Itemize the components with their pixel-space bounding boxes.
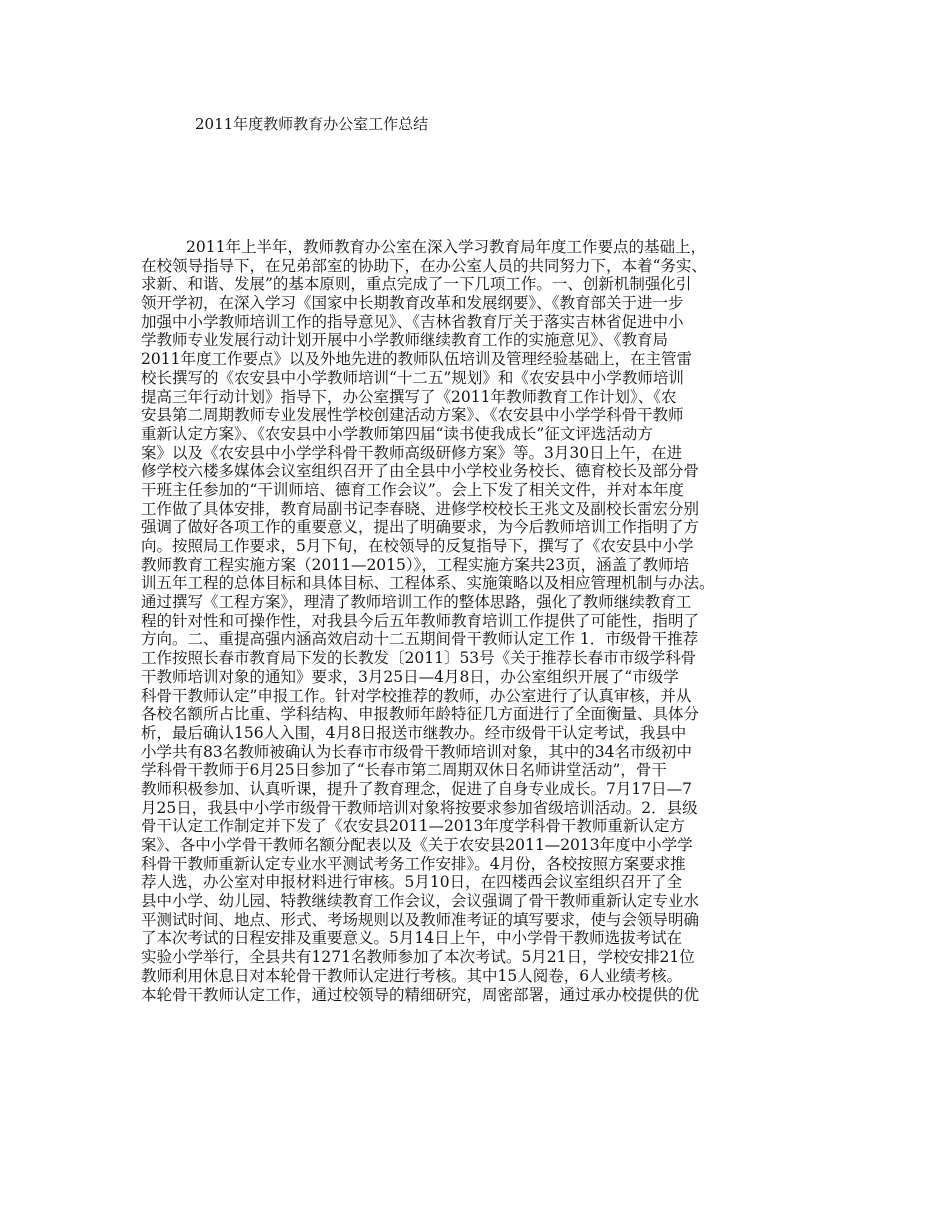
body-text-line: 修学校六楼多媒体会议室组织召开了由全县中小学校业务校长、德育校长及部分骨 <box>141 462 700 481</box>
body-text-line: 案》、各中小学骨干教师名额分配表以及《关于农安县2011—2013年度中小学学 <box>141 836 693 854</box>
body-text-line: 重新认定方案》、《农安县中小学教师第四届“读书使我成长”征文评选活动方 <box>141 424 653 443</box>
body-text-line: 向。按照局工作要求，5月下旬，在校领导的反复指导下，撰写了《农安县中小学 <box>141 537 694 555</box>
body-text-line: 安县第二周期教师专业发展性学校创建活动方案》、《农安县中小学学科骨干教师 <box>141 406 684 425</box>
document-body <box>141 238 821 1004</box>
body-text-line: 工作做了具体安排，教育局副书记李春晓、进修学校校长王兆文及副校长雷宏分别 <box>141 499 700 518</box>
body-text-line: 教师利用休息日对本轮骨干教师认定进行考核。其中15人阅卷，6人业绩考核。 <box>141 966 683 985</box>
body-text-line: 训五年工程的总体目标和具体目标、工程体系、实施策略以及相应管理机制与办法。 <box>141 574 715 593</box>
body-text-line: 科骨干教师认定”申报工作。针对学校推荐的教师，办公室进行了认真审核，并从 <box>141 686 692 705</box>
body-text-line: 提高三年行动计划》指导下，办公室撰写了《2011年教师教育工作计划》、《农 <box>141 387 677 406</box>
body-text-line: 干教师培训对象的通知》要求，3月25日—4月8日，办公室组织开展了“市级学 <box>141 667 679 686</box>
body-text-line: 本轮骨干教师认定工作，通过校领导的精细研究，周密部署，通过承办校提供的优 <box>141 985 700 1004</box>
body-text-line: 2011年上半年，教师教育办公室在深入学习教育局年度工作要点的基础上， <box>186 238 706 256</box>
body-text-line: 学教师专业发展行动计划开展中小学教师继续教育工作的实施意见》、《教育局 <box>141 331 669 350</box>
body-text-line: 骨干认定工作制定并下发了《农安县2011—2013年度学科骨干教师重新认定方 <box>141 817 685 836</box>
body-text-line: 通过撰写《工程方案》，理清了教师培训工作的整体思路，强化了教师继续教育工 <box>141 593 692 612</box>
body-text-line: 在校领导指导下，在兄弟部室的协助下，在办公室人员的共同努力下，本着“务实、 <box>141 256 707 275</box>
document-title: 2011年度教师教育办公室工作总结 <box>195 115 429 133</box>
body-text-line: 校长撰写的《农安县中小学教师培训“十二五”规划》和《农安县中小学教师培训 <box>141 368 684 387</box>
body-text-line: 强调了做好各项工作的重要意义，提出了明确要求，为今后教师培训工作指明了方 <box>141 518 700 537</box>
body-text-line: 方向。二、重提高强内涵高效启动十二五期间骨干教师认定工作 1．市级骨干推荐 <box>141 630 699 649</box>
body-text-line: 学科骨干教师于6月25日参加了“长春市第二周期双休日名师讲堂活动”，骨干 <box>141 761 667 780</box>
body-text-line: 加强中小学教师培训工作的指导意见》、《吉林省教育厅关于落实吉林省促进中小 <box>141 312 684 331</box>
body-text-line: 求新、和谐、发展”的基本原则，重点完成了一下几项工作。一、创新机制强化引 <box>141 275 692 294</box>
body-text-line: 干班主任参加的“干训师培、德育工作会议”。会上下发了相关文件，并对本年度 <box>141 480 684 499</box>
body-text-line: 实验小学举行，全县共有1271名教师参加了本次考试。5月21日，学校安排21位 <box>141 948 695 967</box>
body-text-line: 科骨干教师重新认定专业水平测试考务工作安排》。4月份，各校按照方案要求推 <box>141 854 686 873</box>
body-text-line: 析，最后确认156人入围，4月8日报送市继教办。经市级骨干认定考试，我县中 <box>141 723 687 742</box>
body-text-line: 平测试时间、地点、形式、考场规则以及教师准考证的填写要求，使与会领导明确 <box>141 910 700 929</box>
body-text-line: 教师教育工程实施方案（2011—2015）》，工程实施方案共23页，涵盖了教师培 <box>141 555 690 574</box>
body-text-line: 荐人选，办公室对申报材料进行审核。5月10日，在四楼西会议室组织召开了全 <box>141 873 683 892</box>
body-text-line: 2011年度工作要点》以及外地先进的教师队伍培训及管理经验基础上，在主管雷 <box>141 350 692 369</box>
body-text-line: 了本次考试的日程安排及重要意义。5月14日上午，中小学骨干教师选拔考试在 <box>141 929 683 948</box>
body-text-line: 各校名额所占比重、学科结构、申报教师年龄特征几方面进行了全面衡量、具体分 <box>141 705 700 724</box>
body-text-line: 教师积极参加、认真听课，提升了教育理念，促进了自身专业成长。7月17日—7 <box>141 779 692 798</box>
body-text-line: 月25日，我县中小学市级骨干教师培训对象将按要求参加省级培训活动。2．县级 <box>141 798 698 817</box>
body-text-line: 县中小学、幼儿园、特教继续教育工作会议，会议强调了骨干教师重新认定专业水 <box>141 892 700 911</box>
body-text-line: 案》以及《农安县中小学学科骨干教师高级研修方案》等。3月30日上午，在进 <box>141 443 683 462</box>
body-text-line: 程的针对性和可操作性，对我县今后五年教师教育培训工作提供了可能性，指明了 <box>141 611 700 630</box>
body-text-line: 工作按照长春市教育局下发的长教发〔2011〕53号《关于推荐长春市市级学科骨 <box>141 649 697 668</box>
body-text-line: 领开学初，在深入学习《国家中长期教育改革和发展纲要》、《教育部关于进一步 <box>141 294 684 313</box>
body-text-line: 小学共有83名教师被确认为长春市市级骨干教师培训对象，其中的34名市级初中 <box>141 742 692 761</box>
